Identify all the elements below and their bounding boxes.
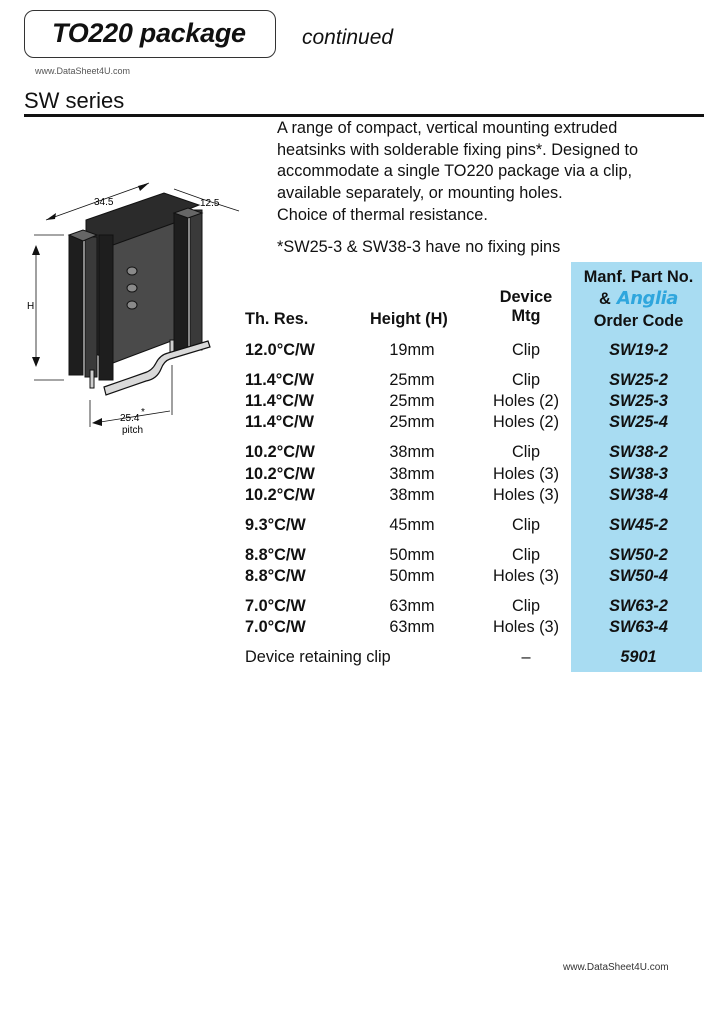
header-mounting [478, 288, 574, 326]
series-description [277, 118, 707, 227]
description-line: available separately, or mounting holes. [277, 184, 563, 203]
cell-resistance: 7.0°C/W [245, 618, 306, 636]
table-row [0, 567, 720, 589]
cell-height: 50mm [389, 546, 435, 564]
header-height: Height (H) [370, 310, 448, 328]
cell-mounting: Clip [511, 443, 541, 461]
table-row [0, 618, 720, 640]
header-mounting-line1: Device [499, 288, 553, 306]
cell-order-code: SW25-2 [609, 371, 668, 389]
cell-height: 63mm [389, 597, 435, 615]
series-title: SW series [24, 88, 125, 113]
cell-order-code: SW38-3 [609, 465, 668, 483]
dim-width-label: 34.5 [94, 197, 114, 208]
cell-order-code: SW25-4 [609, 413, 668, 431]
cell-height: 63mm [389, 618, 435, 636]
header-code-amp: & [599, 290, 611, 308]
cell-height: 25mm [389, 392, 435, 410]
cell-resistance: 8.8°C/W [245, 546, 306, 564]
dim-pitch-word: pitch [122, 425, 144, 436]
cell-mounting: Clip [511, 371, 541, 389]
cell-height: 38mm [389, 465, 435, 483]
cell-resistance: 10.2°C/W [245, 443, 315, 461]
table-row [0, 371, 720, 393]
header-code-line1: Manf. Part No. [583, 268, 694, 286]
cell-resistance: 7.0°C/W [245, 597, 306, 615]
cell-height: 45mm [389, 516, 435, 534]
table-row [0, 465, 720, 487]
cell-mounting: Clip [511, 546, 541, 564]
cell-order-code: SW25-3 [609, 392, 668, 410]
dim-height-label: H [27, 301, 35, 312]
cell-height: 25mm [389, 371, 435, 389]
watermark-bottom: www.DataSheet4U.com [563, 962, 669, 973]
cell-height: 19mm [389, 341, 435, 359]
table-row [0, 392, 720, 414]
table-row [0, 486, 720, 508]
cell-resistance: 10.2°C/W [245, 486, 315, 504]
page-subtitle: continued [302, 26, 394, 49]
dim-depth-label: 12.5 [200, 198, 220, 209]
description-line: heatsinks with solderable fixing pins*. Designed to [277, 140, 639, 159]
series-divider [24, 114, 704, 117]
table-row [0, 413, 720, 435]
description-line: A range of compact, vertical mounting extruded [277, 119, 618, 137]
table-row [0, 341, 720, 363]
cell-mounting: Holes (3) [492, 486, 560, 504]
table-row [0, 546, 720, 568]
cell-order-code: SW38-4 [609, 486, 668, 504]
cell-resistance: 11.4°C/W [245, 413, 314, 431]
cell-resistance: 8.8°C/W [245, 567, 306, 585]
cell-order-code: 5901 [620, 648, 657, 666]
pins-footnote: *SW25-3 & SW38-3 have no fixing pins [277, 238, 561, 256]
cell-height: 38mm [389, 443, 435, 461]
page-title: TO220 package [52, 18, 246, 48]
cell-resistance: 12.0°C/W [245, 341, 315, 359]
cell-mounting: Holes (2) [492, 392, 560, 410]
description-line: accommodate a single TO220 package via a clip, [277, 162, 633, 181]
cell-mounting: Clip [511, 341, 541, 359]
header-code-line2 [571, 288, 706, 310]
cell-mounting: Clip [511, 597, 541, 615]
dim-pitch-mark: * [141, 407, 145, 418]
cell-mounting: Holes (3) [492, 567, 560, 585]
anglia-logo: Anglia [616, 288, 678, 309]
table-row-clip [0, 648, 720, 670]
cell-height: 25mm [389, 413, 435, 431]
cell-order-code: SW45-2 [609, 516, 668, 534]
cell-height: 38mm [389, 486, 435, 504]
cell-resistance: 10.2°C/W [245, 465, 315, 483]
description-line: Choice of thermal resistance. [277, 205, 488, 224]
cell-resistance: Device retaining clip [245, 648, 391, 666]
cell-mounting: – [521, 648, 531, 666]
header-mounting-line2: Mtg [511, 307, 541, 325]
cell-resistance: 11.4°C/W [245, 392, 314, 410]
cell-resistance: 9.3°C/W [245, 516, 306, 534]
cell-order-code: SW50-4 [609, 567, 668, 585]
watermark-top: www.DataSheet4U.com [35, 66, 131, 76]
header-code-line3: Order Code [593, 312, 684, 330]
cell-mounting: Holes (3) [492, 618, 560, 636]
cell-mounting: Clip [511, 516, 541, 534]
cell-order-code: SW50-2 [609, 546, 668, 564]
table-row [0, 597, 720, 619]
cell-order-code: SW63-4 [609, 618, 668, 636]
cell-order-code: SW63-2 [609, 597, 668, 615]
title-box [24, 10, 276, 58]
cell-mounting: Holes (3) [492, 465, 560, 483]
cell-order-code: SW38-2 [609, 443, 668, 461]
table-row [0, 443, 720, 465]
table-row [0, 516, 720, 538]
cell-height: 50mm [389, 567, 435, 585]
header-thermal-resistance: Th. Res. [245, 310, 309, 328]
header-order-code [571, 266, 706, 332]
cell-resistance: 11.4°C/W [245, 371, 314, 389]
cell-order-code: SW19-2 [609, 341, 668, 359]
cell-mounting: Holes (2) [492, 413, 560, 431]
dim-pitch-label: 25.4 [120, 413, 140, 424]
